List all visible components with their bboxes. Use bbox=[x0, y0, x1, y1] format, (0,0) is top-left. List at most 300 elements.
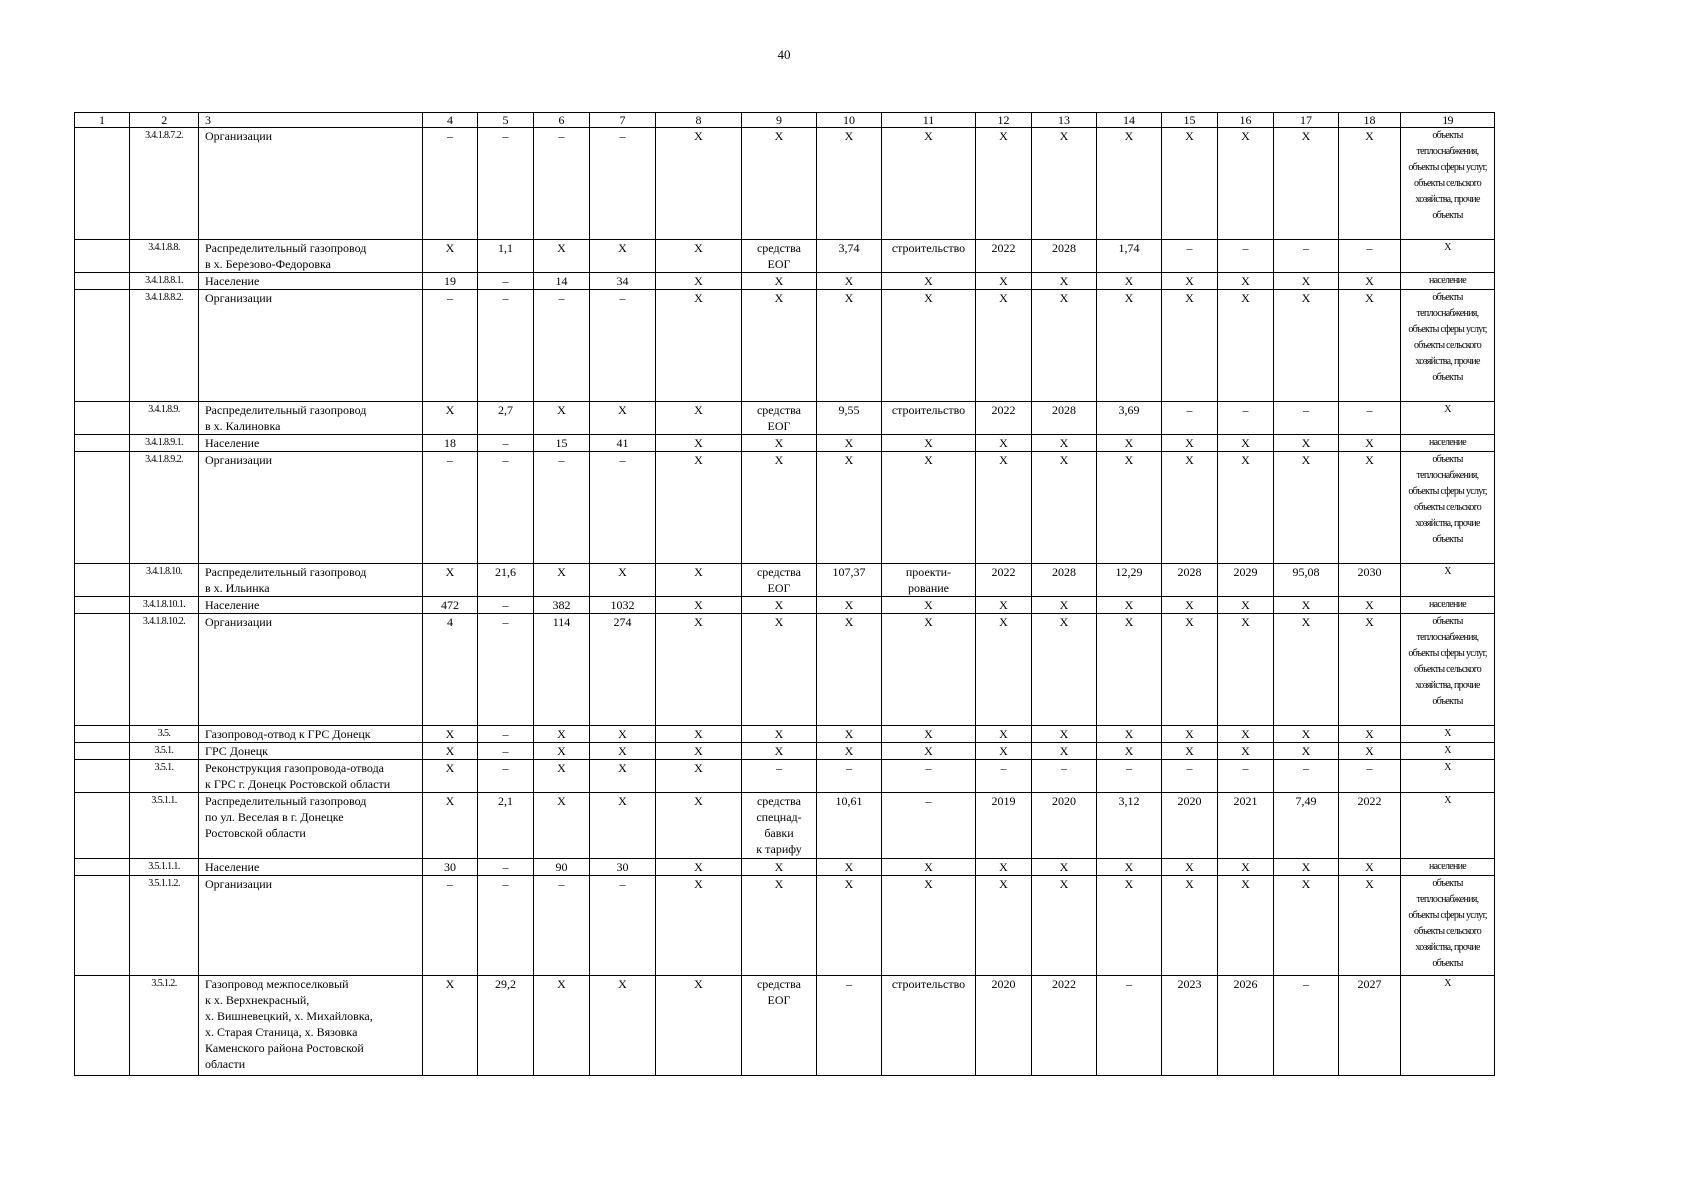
table-cell: – bbox=[478, 726, 534, 743]
table-cell: 2022 bbox=[1339, 793, 1401, 859]
table-cell: Х bbox=[1162, 452, 1218, 564]
table-cell: 95,08 bbox=[1274, 564, 1339, 597]
table-cell: – bbox=[534, 128, 590, 240]
table-cell: Х bbox=[882, 435, 976, 452]
table-cell: Х bbox=[882, 726, 976, 743]
table-cell: – bbox=[423, 290, 478, 402]
table-cell: Х bbox=[1162, 597, 1218, 614]
table-cell: – bbox=[590, 290, 656, 402]
table-cell: 2028 bbox=[1032, 402, 1097, 435]
row-title-cell: ГРС Донецк bbox=[199, 743, 423, 760]
table-cell: Х bbox=[976, 876, 1032, 976]
table-cell: Х bbox=[1274, 290, 1339, 402]
table-cell: Х bbox=[882, 597, 976, 614]
table-cell: средства ЕОГ bbox=[742, 976, 817, 1076]
table-cell: Х bbox=[1274, 876, 1339, 976]
table-cell: Х bbox=[1218, 743, 1274, 760]
table-cell: Х bbox=[1032, 435, 1097, 452]
table-cell: средства спецнад- бавки к тарифу bbox=[742, 793, 817, 859]
table-cell: Х bbox=[817, 859, 882, 876]
table-cell: Х bbox=[1162, 876, 1218, 976]
header-cell-4: 4 bbox=[423, 113, 478, 128]
table-cell: 1032 bbox=[590, 597, 656, 614]
table-row bbox=[75, 793, 1495, 859]
table-cell: Х bbox=[1274, 614, 1339, 726]
table-cell: – bbox=[478, 435, 534, 452]
table-cell: Х bbox=[882, 128, 976, 240]
table-cell: Х bbox=[976, 743, 1032, 760]
table-cell: – bbox=[1032, 760, 1097, 793]
table-cell: Х bbox=[1097, 273, 1162, 290]
table-cell: Х bbox=[590, 976, 656, 1076]
table-cell: 21,6 bbox=[478, 564, 534, 597]
table-cell: 4 bbox=[423, 614, 478, 726]
table-cell: Х bbox=[882, 743, 976, 760]
row-number-cell: 3.5. bbox=[130, 726, 199, 743]
table-cell: 2029 bbox=[1218, 564, 1274, 597]
table-cell bbox=[75, 876, 130, 976]
header-cell-15: 15 bbox=[1162, 113, 1218, 128]
row-title-cell: Организации bbox=[199, 290, 423, 402]
table-cell: средства ЕОГ bbox=[742, 564, 817, 597]
row-number-cell: 3.4.1.8.10.2. bbox=[130, 614, 199, 726]
note-cell: Х bbox=[1401, 793, 1495, 859]
table-cell: Х bbox=[1097, 876, 1162, 976]
table-cell: 3,74 bbox=[817, 240, 882, 273]
table-cell bbox=[75, 564, 130, 597]
header-cell-14: 14 bbox=[1097, 113, 1162, 128]
table-cell: Х bbox=[656, 743, 742, 760]
row-number-cell: 3.5.1.1.1. bbox=[130, 859, 199, 876]
table-cell: Х bbox=[534, 743, 590, 760]
table-cell: Х bbox=[1218, 614, 1274, 726]
table-cell: Х bbox=[976, 614, 1032, 726]
table-cell: Х bbox=[1162, 290, 1218, 402]
table-row bbox=[75, 859, 1495, 876]
row-title-cell: Реконструкция газопровода-отвода к ГРС г. Донецк Ростовской области bbox=[199, 760, 423, 793]
table-body bbox=[75, 113, 1495, 1076]
table-cell: Х bbox=[656, 760, 742, 793]
header-cell-13: 13 bbox=[1032, 113, 1097, 128]
table-cell: Х bbox=[817, 743, 882, 760]
table-cell: Х bbox=[590, 240, 656, 273]
table-cell: 3,12 bbox=[1097, 793, 1162, 859]
note-cell: население bbox=[1401, 597, 1495, 614]
table-cell: Х bbox=[817, 726, 882, 743]
header-cell-19: 19 bbox=[1401, 113, 1495, 128]
table-row bbox=[75, 743, 1495, 760]
table-cell: проекти- рование bbox=[882, 564, 976, 597]
table-cell: Х bbox=[534, 976, 590, 1076]
note-cell: население bbox=[1401, 273, 1495, 290]
row-number-cell: 3.4.1.8.7.2. bbox=[130, 128, 199, 240]
table-cell: Х bbox=[1162, 726, 1218, 743]
table-cell: Х bbox=[742, 128, 817, 240]
table-cell: Х bbox=[1097, 743, 1162, 760]
table-cell: 29,2 bbox=[478, 976, 534, 1076]
row-number-cell: 3.4.1.8.10.1. bbox=[130, 597, 199, 614]
table-cell: 41 bbox=[590, 435, 656, 452]
table-cell: – bbox=[423, 128, 478, 240]
table-cell: Х bbox=[1097, 859, 1162, 876]
table-row bbox=[75, 564, 1495, 597]
table-cell: Х bbox=[817, 614, 882, 726]
note-cell: Х bbox=[1401, 402, 1495, 435]
table-cell: Х bbox=[1097, 614, 1162, 726]
header-row bbox=[75, 113, 1495, 128]
row-title-cell: Население bbox=[199, 273, 423, 290]
row-title-cell: Распределительный газопровод в х. Березово-Федоровка bbox=[199, 240, 423, 273]
note-cell: Х bbox=[1401, 726, 1495, 743]
table-row bbox=[75, 726, 1495, 743]
table-cell: – bbox=[882, 760, 976, 793]
table-cell: 2020 bbox=[1032, 793, 1097, 859]
table-cell: Х bbox=[1162, 859, 1218, 876]
table-cell: Х bbox=[1274, 273, 1339, 290]
row-title-cell: Население bbox=[199, 435, 423, 452]
table-cell: Х bbox=[1162, 614, 1218, 726]
note-cell: население bbox=[1401, 435, 1495, 452]
table-cell: Х bbox=[1097, 597, 1162, 614]
table-cell: – bbox=[534, 452, 590, 564]
table-cell bbox=[75, 614, 130, 726]
table-cell: Х bbox=[1218, 726, 1274, 743]
table-cell: средства ЕОГ bbox=[742, 240, 817, 273]
table-cell: Х bbox=[817, 597, 882, 614]
table-cell: Х bbox=[1339, 859, 1401, 876]
table-cell: Х bbox=[882, 876, 976, 976]
table-cell: – bbox=[1218, 402, 1274, 435]
table-cell: 10,61 bbox=[817, 793, 882, 859]
table-cell: Х bbox=[1097, 128, 1162, 240]
table-cell: Х bbox=[656, 876, 742, 976]
table-cell: Х bbox=[742, 876, 817, 976]
row-title-cell: Организации bbox=[199, 876, 423, 976]
table-cell: – bbox=[534, 876, 590, 976]
header-cell-16: 16 bbox=[1218, 113, 1274, 128]
table-cell: 2020 bbox=[976, 976, 1032, 1076]
table-cell: Х bbox=[1032, 876, 1097, 976]
table-cell: 34 bbox=[590, 273, 656, 290]
table-row bbox=[75, 760, 1495, 793]
table-cell: 2,7 bbox=[478, 402, 534, 435]
table-cell: 2026 bbox=[1218, 976, 1274, 1076]
table-cell: 472 bbox=[423, 597, 478, 614]
table-cell: 2028 bbox=[1162, 564, 1218, 597]
table-cell: Х bbox=[1339, 452, 1401, 564]
row-title-cell: Газопровод-отвод к ГРС Донецк bbox=[199, 726, 423, 743]
table-row bbox=[75, 128, 1495, 240]
table-cell: Х bbox=[590, 743, 656, 760]
table-cell: 2021 bbox=[1218, 793, 1274, 859]
table-cell: Х bbox=[1274, 597, 1339, 614]
table-cell: строительство bbox=[882, 402, 976, 435]
table-cell: Х bbox=[742, 743, 817, 760]
table-cell: Х bbox=[882, 859, 976, 876]
row-number-cell: 3.5.1.1. bbox=[130, 793, 199, 859]
header-cell-12: 12 bbox=[976, 113, 1032, 128]
table-cell: Х bbox=[882, 273, 976, 290]
table-cell: строительство bbox=[882, 976, 976, 1076]
table-cell bbox=[75, 273, 130, 290]
table-cell: Х bbox=[656, 452, 742, 564]
table-cell: Х bbox=[976, 273, 1032, 290]
table-cell: Х bbox=[1339, 273, 1401, 290]
table-cell: Х bbox=[882, 452, 976, 564]
table-cell: Х bbox=[1097, 290, 1162, 402]
table-cell: – bbox=[478, 876, 534, 976]
table-cell: Х bbox=[742, 452, 817, 564]
table-cell: Х bbox=[423, 564, 478, 597]
table-cell: – bbox=[1218, 240, 1274, 273]
row-number-cell: 3.4.1.8.8. bbox=[130, 240, 199, 273]
table-cell: Х bbox=[1274, 859, 1339, 876]
table-cell: Х bbox=[976, 452, 1032, 564]
table-cell: Х bbox=[423, 976, 478, 1076]
table-cell: – bbox=[590, 876, 656, 976]
table-cell: 2022 bbox=[976, 564, 1032, 597]
table-cell: Х bbox=[1032, 859, 1097, 876]
table-cell: Х bbox=[1274, 128, 1339, 240]
table-cell: Х bbox=[423, 402, 478, 435]
table-row bbox=[75, 240, 1495, 273]
table-cell: – bbox=[1097, 760, 1162, 793]
table-cell: – bbox=[1274, 402, 1339, 435]
note-cell: Х bbox=[1401, 743, 1495, 760]
table-cell: 2020 bbox=[1162, 793, 1218, 859]
table-row bbox=[75, 614, 1495, 726]
table-cell: Х bbox=[656, 597, 742, 614]
table-cell: Х bbox=[1032, 452, 1097, 564]
table-cell: 15 bbox=[534, 435, 590, 452]
table-cell bbox=[75, 452, 130, 564]
table-cell: строительство bbox=[882, 240, 976, 273]
table-cell: 2022 bbox=[1032, 976, 1097, 1076]
header-cell-8: 8 bbox=[656, 113, 742, 128]
row-title-cell: Организации bbox=[199, 452, 423, 564]
investment-program-table bbox=[74, 112, 1495, 1076]
row-title-cell: Организации bbox=[199, 614, 423, 726]
table-cell: 2,1 bbox=[478, 793, 534, 859]
table-cell: – bbox=[1274, 760, 1339, 793]
table-cell: Х bbox=[1162, 743, 1218, 760]
table-cell: Х bbox=[1097, 435, 1162, 452]
table-cell: Х bbox=[1339, 743, 1401, 760]
table-cell: – bbox=[478, 743, 534, 760]
table-cell: Х bbox=[656, 290, 742, 402]
table-cell: Х bbox=[1218, 273, 1274, 290]
header-cell-18: 18 bbox=[1339, 113, 1401, 128]
table-cell: Х bbox=[1339, 876, 1401, 976]
table-cell: 90 bbox=[534, 859, 590, 876]
table-cell: Х bbox=[1032, 128, 1097, 240]
table-cell: Х bbox=[656, 128, 742, 240]
table-cell: 30 bbox=[423, 859, 478, 876]
note-cell: объекты теплоснабжения, объекты сферы услуг, объекты сельского хозяйства, прочие объекты bbox=[1401, 614, 1495, 726]
row-title-cell: Организации bbox=[199, 128, 423, 240]
table-cell: Х bbox=[1218, 128, 1274, 240]
table-cell: Х bbox=[656, 435, 742, 452]
row-number-cell: 3.4.1.8.10. bbox=[130, 564, 199, 597]
table-cell bbox=[75, 976, 130, 1076]
row-number-cell: 3.4.1.8.9.2. bbox=[130, 452, 199, 564]
table-cell: Х bbox=[534, 564, 590, 597]
table-cell: Х bbox=[423, 240, 478, 273]
table-cell bbox=[75, 128, 130, 240]
table-cell: 2022 bbox=[976, 240, 1032, 273]
table-cell: Х bbox=[590, 402, 656, 435]
table-cell bbox=[75, 859, 130, 876]
table-cell: – bbox=[478, 290, 534, 402]
table-cell: 274 bbox=[590, 614, 656, 726]
table-cell: Х bbox=[656, 240, 742, 273]
table-cell: 19 bbox=[423, 273, 478, 290]
table-cell: 1,74 bbox=[1097, 240, 1162, 273]
table-cell: Х bbox=[423, 726, 478, 743]
row-number-cell: 3.4.1.8.8.1. bbox=[130, 273, 199, 290]
table-cell bbox=[75, 760, 130, 793]
table-cell: Х bbox=[656, 859, 742, 876]
table-cell: Х bbox=[1274, 726, 1339, 743]
table-cell: Х bbox=[1339, 290, 1401, 402]
row-title-cell: Население bbox=[199, 859, 423, 876]
note-cell: объекты теплоснабжения, объекты сферы услуг, объекты сельского хозяйства, прочие объекты bbox=[1401, 452, 1495, 564]
table-cell: Х bbox=[742, 273, 817, 290]
table-cell: Х bbox=[742, 614, 817, 726]
table-cell: Х bbox=[1032, 290, 1097, 402]
table-cell: Х bbox=[742, 859, 817, 876]
table-cell: Х bbox=[1218, 290, 1274, 402]
header-cell-17: 17 bbox=[1274, 113, 1339, 128]
table-cell: – bbox=[478, 760, 534, 793]
table-cell: Х bbox=[1032, 743, 1097, 760]
table-cell: – bbox=[1339, 402, 1401, 435]
row-number-cell: 3.4.1.8.8.2. bbox=[130, 290, 199, 402]
row-number-cell: 3.5.1.2. bbox=[130, 976, 199, 1076]
table-cell bbox=[75, 290, 130, 402]
header-cell-7: 7 bbox=[590, 113, 656, 128]
table-row bbox=[75, 402, 1495, 435]
row-number-cell: 3.4.1.8.9. bbox=[130, 402, 199, 435]
table-cell: Х bbox=[656, 273, 742, 290]
row-number-cell: 3.5.1. bbox=[130, 743, 199, 760]
table-cell: Х bbox=[1162, 128, 1218, 240]
table-cell: Х bbox=[423, 793, 478, 859]
table-row bbox=[75, 273, 1495, 290]
table-cell: Х bbox=[423, 760, 478, 793]
table-cell: Х bbox=[1274, 435, 1339, 452]
table-cell: 2028 bbox=[1032, 240, 1097, 273]
table-cell: Х bbox=[882, 290, 976, 402]
table-cell: Х bbox=[534, 402, 590, 435]
table-cell: Х bbox=[590, 793, 656, 859]
table-cell: – bbox=[817, 760, 882, 793]
table-cell: Х bbox=[656, 793, 742, 859]
table-cell: Х bbox=[817, 128, 882, 240]
table-cell: 12,29 bbox=[1097, 564, 1162, 597]
row-number-cell: 3.5.1.1.2. bbox=[130, 876, 199, 976]
table-cell: – bbox=[590, 128, 656, 240]
header-cell-2: 2 bbox=[130, 113, 199, 128]
table-cell: – bbox=[478, 128, 534, 240]
table-cell bbox=[75, 240, 130, 273]
table-cell: – bbox=[742, 760, 817, 793]
table-row bbox=[75, 435, 1495, 452]
table-cell: 382 bbox=[534, 597, 590, 614]
table-cell: Х bbox=[742, 435, 817, 452]
table-cell: 114 bbox=[534, 614, 590, 726]
table-cell: Х bbox=[1032, 273, 1097, 290]
table-cell: 2027 bbox=[1339, 976, 1401, 1076]
table-cell: Х bbox=[656, 402, 742, 435]
table-cell bbox=[75, 597, 130, 614]
table-cell: Х bbox=[817, 273, 882, 290]
table-cell: Х bbox=[976, 859, 1032, 876]
header-cell-9: 9 bbox=[742, 113, 817, 128]
table-cell: Х bbox=[1339, 726, 1401, 743]
table-cell: Х bbox=[1032, 726, 1097, 743]
table-cell: Х bbox=[590, 726, 656, 743]
table-cell: 2019 bbox=[976, 793, 1032, 859]
table-cell bbox=[75, 435, 130, 452]
table-cell: Х bbox=[1032, 597, 1097, 614]
table-cell: Х bbox=[1097, 452, 1162, 564]
table-row bbox=[75, 452, 1495, 564]
table-cell: – bbox=[1162, 760, 1218, 793]
table-cell: Х bbox=[976, 435, 1032, 452]
table-cell: Х bbox=[534, 240, 590, 273]
table-cell: – bbox=[423, 876, 478, 976]
table-cell: – bbox=[817, 976, 882, 1076]
table-cell: – bbox=[1339, 760, 1401, 793]
header-cell-1: 1 bbox=[75, 113, 130, 128]
table-cell: 2028 bbox=[1032, 564, 1097, 597]
table-cell: Х bbox=[882, 614, 976, 726]
table-cell: Х bbox=[423, 743, 478, 760]
table-cell: Х bbox=[534, 726, 590, 743]
table-cell: – bbox=[590, 452, 656, 564]
table-cell: Х bbox=[1097, 726, 1162, 743]
table-row bbox=[75, 876, 1495, 976]
table-cell: Х bbox=[1218, 452, 1274, 564]
table-cell: Х bbox=[1274, 452, 1339, 564]
table-cell: Х bbox=[1162, 435, 1218, 452]
table-cell bbox=[75, 402, 130, 435]
table-cell: 9,55 bbox=[817, 402, 882, 435]
table-cell: – bbox=[478, 273, 534, 290]
table-cell bbox=[75, 743, 130, 760]
row-title-cell: Распределительный газопровод по ул. Веселая в г. Донецке Ростовской области bbox=[199, 793, 423, 859]
header-cell-3: 3 bbox=[199, 113, 423, 128]
table-cell bbox=[75, 726, 130, 743]
table-cell: Х bbox=[1032, 614, 1097, 726]
row-number-cell: 3.4.1.8.9.1. bbox=[130, 435, 199, 452]
table-cell: Х bbox=[1218, 859, 1274, 876]
table-cell: Х bbox=[1339, 435, 1401, 452]
table-cell: Х bbox=[1218, 597, 1274, 614]
table-cell: – bbox=[1097, 976, 1162, 1076]
table-cell: – bbox=[478, 614, 534, 726]
table-cell: Х bbox=[1339, 614, 1401, 726]
note-cell: Х bbox=[1401, 240, 1495, 273]
table-cell: Х bbox=[742, 597, 817, 614]
table-cell: Х bbox=[976, 597, 1032, 614]
table-cell: Х bbox=[1162, 273, 1218, 290]
table-cell: – bbox=[423, 452, 478, 564]
row-number-cell: 3.5.1. bbox=[130, 760, 199, 793]
table-cell: Х bbox=[976, 726, 1032, 743]
table-cell: Х bbox=[656, 726, 742, 743]
